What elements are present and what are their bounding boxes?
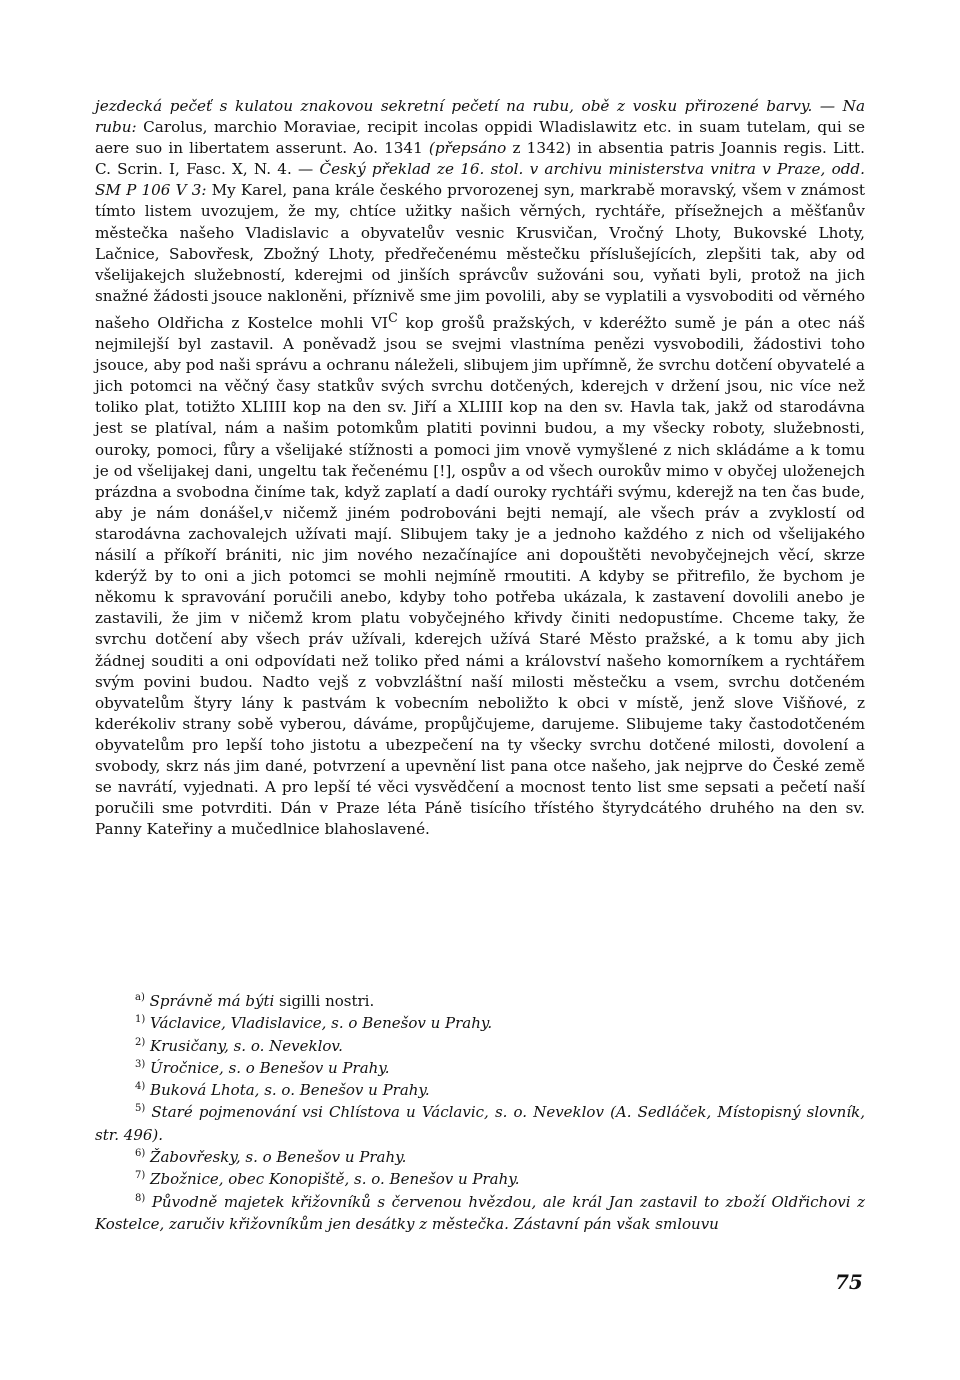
- footnote-mark: 7): [135, 1170, 146, 1182]
- footnote-italic: Správně má býti: [149, 992, 275, 1010]
- footnote-italic: Krusičany, s. o. Neveklov.: [150, 1036, 343, 1055]
- footnote-italic: Původně majetek křižovníků s červenou hvězdou, ale král Jan zastavil to zboží Oldřichovi z Kostelce, zaručiv křižovníkům jen desátky z městečka. Zástavní pán však smlouvu: [95, 1192, 865, 1233]
- page-number: 75: [835, 1270, 863, 1294]
- footnote: [95, 1057, 865, 1079]
- italic-text: jezdecká pečeť s kulatou znakovou sekretní pečetí na rubu, obě z vosku přirozené barvy. —: [95, 97, 836, 115]
- main-text-block: [95, 96, 865, 840]
- footnote-mark: 8): [135, 1192, 146, 1204]
- footnote-italic: Václavice, Vladislavice, s. o Benešov u Prahy.: [150, 1014, 493, 1033]
- italic-text: Český překlad ze 16. stol. v archivu ministerstva vnitra v Praze, odd. SM P 106 V 3:: [95, 160, 865, 200]
- footnote-italic: Staré pojmenování vsi Chlístova u Václavic, s. o. Neveklov (A. Sedláček, Místopisný slovník, str. 496).: [95, 1103, 865, 1144]
- footnote-mark: 4): [135, 1081, 146, 1093]
- footnote: [95, 1012, 865, 1034]
- footnote-italic: Zbožnice, obec Konopiště, s. o. Benešov u Prahy.: [150, 1170, 520, 1189]
- footnote: [95, 1168, 865, 1190]
- footnote-italic: Buková Lhota, s. o. Benešov u Prahy.: [150, 1081, 430, 1100]
- footnote: [95, 1146, 865, 1168]
- body-text: kop grošů pražských, v kderéžto sumě je pán a otec náš nejmilejší byl zastavil. A poněvadž jsou se svejmi vlastníma penězi vysvobodili, žádostivi toho jsouce, aby pod naši správu a ochranu náleželi, slibujem jim upřímně, že svrchu dotčení obyvatelé a jich potomci na věčný časy statkův svých svrchu dotčených, kderejch v držení jsou, nic více než toliko plat, totižto XLIIII kop na den sv. Jiří a XLIIII kop na den sv. Havla tak, jakž od starodávna jest se platíval, nám a našim potomkům platiti povinni budou, a my všecky roboty, služebnosti, ouroky, pomoci, fůry a všelijaké stížnosti a pomoci jim vnově vymyšlené z nich skládáme a k tomu je od všelijakej dani, ungeltu tak řečenému [!], ospův a od všech ourokův mimo v obyčej uloženejch prázdna a svobodna činíme tak, když zaplatí a dadí ouroky rychtáři svýmu, kderejž na ten čas bude, aby je nám donášel,v ničemž jiném podrobováni bejti nemají, ale všech práv a zvyklostí od starodávna zachovalejch užívati mají. Slibujem taky je a jednoho každého z nich od všelijakého násilí a příkoří brániti, nic jim nového nezačínajíce ani dopouštěti nevobyčejnejch věcí, skrze kderýž by to oni a jich potomci se mohli nejmíně rmoutiti. A kdyby se přitrefilo, že bychom je někomu k spravování poručili anebo, kdyby toho potřeba ukázala, k zastavení dovolili anebo je zastavili, že jim v ničemž krom platu vobyčejného křivdy činiti nedopustíme. Chceme taky, že svrchu dotčení aby všech práv užívali, kderejch užívá Staré Město pražské, a k tomu aby jich žádnej souditi a oni odpovídati než toliko před námi a království našeho komorníkem a rychtářem svým povini budou. Nadto vejš z vobvzláštní naší milosti městečku a vsem, svrchu dotčeném obyvatelům štyry lány k pastvám k vobecním neboližto k obci v místě, jenž slove Višňové, z kderékoliv strany sobě vyberou, dáváme, propůjčujeme, darujeme. Slibujeme taky častodotčeném obyvatelům pro lepší toho jistotu a ubezpečení na ty všecky svrchu dotčené milosti, dovolení a svobody, skrz nás jim dané, potvrzení a upevnění list pana otce našeho, jak nejprve do České země se navrátí, vyjednati. A pro lepší té věci vysvědčení a mocnost tento list sme sepsati a pečetí naší poručili sme potvrditi. Dán v Praze léta Páně tisícího třístého štyrydcátého druhého na den sv. Panny Kateřiny a mučedlnice blahoslavené.: [95, 314, 866, 839]
- footnote: [95, 1191, 865, 1236]
- footnote-mark: 2): [135, 1036, 146, 1048]
- footnote: [95, 1101, 865, 1146]
- body-text: Carolus, marchio Moraviae, recipit incolas oppidi Wladislawitz etc. in suam tutelam, qui se aere suo in libertatem asserunt. Ao. 1341: [95, 118, 865, 158]
- footnote: [95, 1079, 865, 1101]
- footnote-mark: 1): [135, 1014, 146, 1026]
- footnote-mark: 3): [135, 1058, 146, 1070]
- main-paragraph: [95, 96, 865, 840]
- body-text: z 1342) in absentia patris Joannis regis. Litt. C. Scrin. I, Fasc. X, N. 4. —: [95, 139, 865, 179]
- italic-text: Na rubu:: [95, 97, 866, 137]
- italic-text: (přepsáno: [428, 139, 507, 158]
- footnote-mark: 6): [135, 1148, 146, 1160]
- footnote: [95, 1035, 865, 1057]
- superscript: C: [388, 309, 398, 325]
- footnote-italic: Žabovřesky, s. o Benešov u Prahy.: [150, 1148, 407, 1167]
- footnote-text: sigilli nostri.: [274, 992, 375, 1010]
- footnote-mark: 5): [135, 1103, 146, 1115]
- body-text: My Karel, pana krále českého prvorozenej syn, markrabě moravský, všem v známost tímto listem uvozujem, že my, chtíce užitky našich věrných, rychtáře, přísežnejch a měšťanův městečka našeho Vladislavic a obyvatelův vesnic Krusvičan, Vročný Lhoty, Bukovské Lhoty, Lačnice, Sabovřesk, Zbožný Lhoty, předřečenému městečku příslušejících, zlepšiti tak, aby od všelijakejch služebností, kderejmi od jinších správcův sužováni sou, vyňati byli, protož na jich snažné žádosti jsouce nakloněni, příznivě sme jim povolili, aby se vyplatili a vysvoboditi od věrného našeho Oldřicha z Kostelce mohli VI: [95, 181, 865, 332]
- footnote-mark: a): [135, 992, 145, 1003]
- footnote: [95, 990, 865, 1012]
- footnotes: [95, 990, 865, 1235]
- footnote-italic: Úročnice, s. o Benešov u Prahy.: [150, 1058, 390, 1077]
